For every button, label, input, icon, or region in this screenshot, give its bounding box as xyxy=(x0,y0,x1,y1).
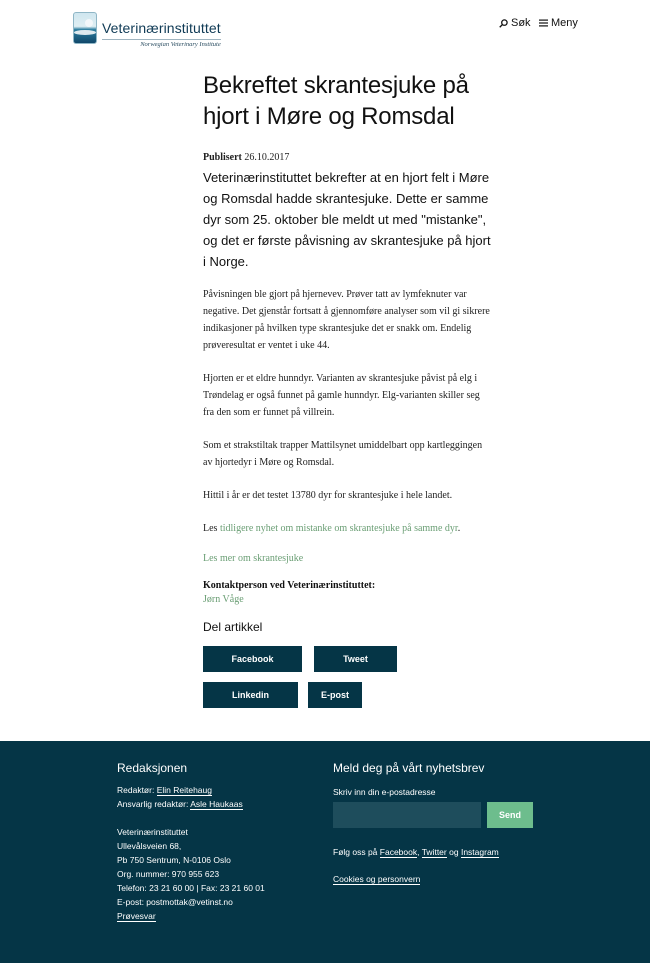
contact-person-link[interactable]: Jørn Våge xyxy=(203,594,244,605)
newsletter-send-button[interactable]: Send xyxy=(487,802,533,828)
logo-name: Veterinærinstituttet xyxy=(102,20,221,36)
org-number: Org. nummer: 970 955 623 xyxy=(117,869,220,879)
site-logo[interactable] xyxy=(73,12,221,48)
share-linkedin-button[interactable]: Linkedin xyxy=(203,682,298,708)
logo-emblem-icon xyxy=(73,12,97,44)
test-results-link[interactable]: Prøvesvar xyxy=(117,911,156,921)
contact-label: Kontaktperson ved Veterinærinstituttet: xyxy=(203,580,376,591)
responsible-editor-line: Ansvarlig redaktør: Asle Haukaas xyxy=(117,799,243,809)
read-more-link[interactable]: Les mer om skrantesjuke xyxy=(203,553,304,564)
responsible-editor-link[interactable]: Asle Haukaas xyxy=(190,799,243,809)
published-date: Publisert 26.10.2017 xyxy=(203,152,290,163)
newsletter-heading: Meld deg på vårt nyhetsbrev xyxy=(333,761,485,775)
twitter-link[interactable]: Twitter xyxy=(421,847,447,857)
article-title: Bekreftet skrantesjuke på hjort i Møre og Romsdal xyxy=(203,72,469,130)
search-label: Søk xyxy=(511,17,531,29)
menu-label: Meny xyxy=(551,17,578,29)
share-tweet-button[interactable]: Tweet xyxy=(314,646,397,672)
address-line: Veterinærinstituttet xyxy=(117,827,188,837)
contact-block xyxy=(203,580,493,608)
editorial-heading: Redaksjonen xyxy=(117,761,188,775)
share-email-button[interactable]: E-post xyxy=(308,682,362,708)
share-title: Del artikkel xyxy=(203,620,263,634)
cookies-privacy-link[interactable]: Cookies og personvern xyxy=(333,874,421,884)
editor-link[interactable]: Elin Reitehaug xyxy=(156,785,212,795)
article-paragraph: Hittil i år er det testet 13780 dyr for skrantesjuke i hele landet. xyxy=(203,490,453,501)
email-input-label: Skriv inn din e-postadresse xyxy=(333,787,436,797)
editor-line: Redaktør: Elin Reitehaug xyxy=(117,785,212,795)
logo-subtitle: Norwegian Veterinary Institute xyxy=(102,39,221,48)
address-line: Pb 750 Sentrum, N-0106 Oslo xyxy=(117,855,231,865)
article-paragraph: Som et strakstiltak trapper Mattilsynet umiddelbart opp kartleggingen av hjortedyr i Møre og Romsdal. xyxy=(203,440,483,468)
read-earlier-paragraph: Les tidligere nyhet om mistanke om skrantesjuke på samme dyr. xyxy=(203,523,461,534)
facebook-link[interactable]: Facebook xyxy=(379,847,418,857)
search-button[interactable] xyxy=(499,17,531,29)
hamburger-icon xyxy=(539,19,548,27)
newsletter-email-input[interactable] xyxy=(333,802,481,828)
menu-button[interactable] xyxy=(539,17,578,29)
site-header xyxy=(0,0,650,60)
site-footer xyxy=(0,741,650,963)
share-facebook-button[interactable]: Facebook xyxy=(203,646,302,672)
article-paragraph: Hjorten er et eldre hunndyr. Varianten av skrantesjuke påvist på elg i Trøndelag er også funnet på gamle hunndyr. Elg-varianten skiller seg fra den som er funnet på villrein. xyxy=(203,373,480,418)
article-lead: Veterinærinstituttet bekrefter at en hjort felt i Møre og Romsdal hadde skrantesjuke. Dette er samme dyr som 25. oktober ble meldt ut med "mistanke", og det er første påvisning av skrantesjuke på hjort i Norge. xyxy=(203,170,491,269)
address-line: Ullevålsveien 68, xyxy=(117,841,182,851)
instagram-link[interactable]: Instagram xyxy=(460,847,499,857)
search-icon xyxy=(499,19,508,28)
email-address: E-post: postmottak@vetinst.no xyxy=(117,897,233,907)
earlier-news-link[interactable]: tidligere nyhet om mistanke om skrantesjuke på samme dyr xyxy=(219,523,458,534)
article-paragraph: Påvisningen ble gjort på hjernevev. Prøver tatt av lymfeknuter var negative. Det gjenstår fortsatt å gjennomføre analyser som vil gi sikrere indikasjoner på hvilken type skrantesjuke det er snakk om. Endelig prøveresultat er ventet i uke 44. xyxy=(203,289,490,351)
phone-fax: Telefon: 23 21 60 00 | Fax: 23 21 60 01 xyxy=(117,883,265,893)
article xyxy=(203,70,493,634)
follow-us-line: Følg oss på Facebook, Twitter og Instagram xyxy=(333,847,499,857)
